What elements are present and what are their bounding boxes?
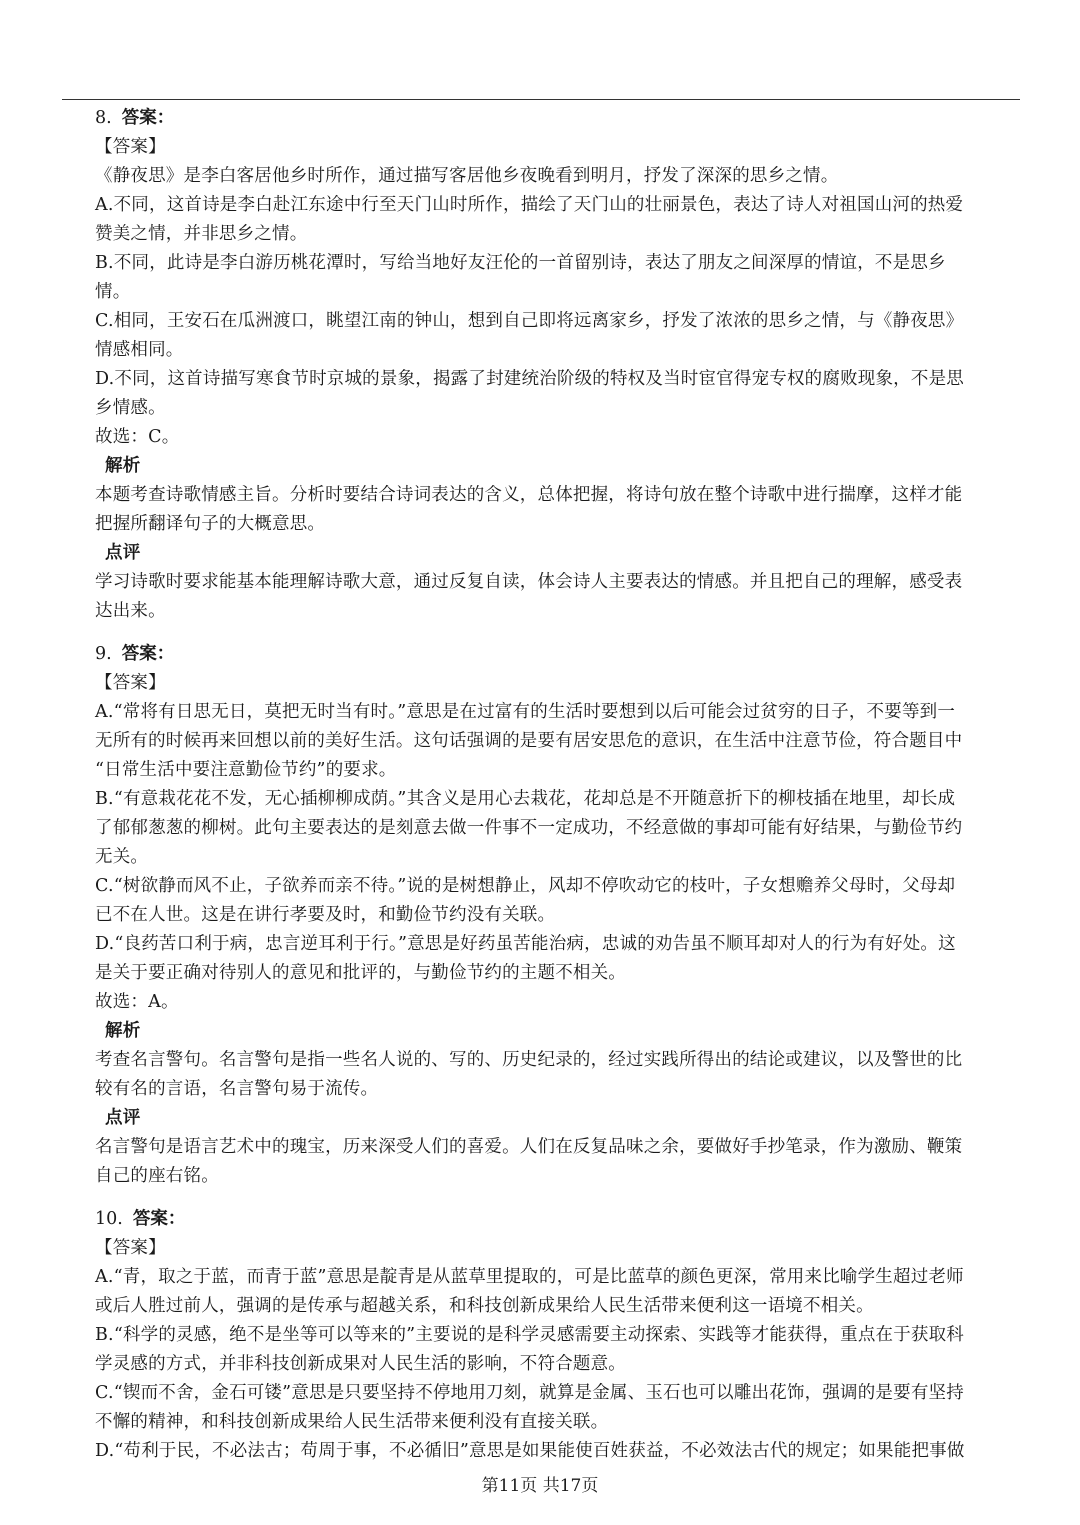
answer-line: 无所有的时候再来回想以前的美好生活。这句话强调的是要有居安思危的意识，在生活中注意节俭，符合题目中	[95, 731, 963, 751]
question-number: 8.	[95, 108, 112, 128]
question-10	[95, 1205, 1035, 1466]
answer-line: 《静夜思》是李白客居他乡时所作，通过描写客居他乡夜晚看到明月，抒发了深深的思乡之情。	[95, 166, 839, 186]
answer-line: 情。	[95, 282, 131, 302]
analysis-line: 把握所翻译句子的大概意思。	[95, 514, 326, 534]
answer-line: C.“树欲静而风不止，子欲养而亲不待。”说的是树想静止，风却不停吹动它的枝叶，子女想赡养父母时，父母却	[95, 876, 956, 896]
answer-line: 乡情感。	[95, 398, 166, 418]
page-content	[95, 104, 1035, 1466]
answer-label: 答案：	[132, 1209, 186, 1229]
question-header	[95, 104, 1035, 133]
analysis-line: 本题考查诗歌情感主旨。分析时要结合诗词表达的含义，总体把握，将诗句放在整个诗歌中进行揣摩，这样才能	[95, 485, 963, 505]
answer-tag: 【答案】	[95, 1238, 166, 1258]
comment-line: 自己的座右铭。	[95, 1166, 219, 1186]
answer-line: 情感相同。	[95, 340, 184, 360]
answer-tag: 【答案】	[95, 673, 166, 693]
answer-line: 是关于要正确对待别人的意见和批评的，与勤俭节约的主题不相关。	[95, 963, 626, 983]
question-9	[95, 640, 1035, 1191]
analysis-label: 解析	[105, 1021, 141, 1041]
answer-label: 答案：	[121, 108, 175, 128]
answer-line: A.不同，这首诗是李白赴江东途中行至天门山时所作，描绘了天门山的壮丽景色，表达了诗人对祖国山河的热爱	[95, 195, 964, 215]
answer-line: D.“苟利于民，不必法古；苟周于事，不必循旧”意思是如果能使百姓获益，不必效法古代的规定；如果能把事做	[95, 1441, 965, 1461]
answer-line: 已不在人世。这是在讲行孝要及时，和勤俭节约没有关联。	[95, 905, 556, 925]
page-footer: 第11页 共17页	[481, 1476, 599, 1496]
question-header	[95, 1205, 1035, 1234]
answer-tag: 【答案】	[95, 137, 166, 157]
answer-line: 无关。	[95, 847, 149, 867]
answer-line: C.“锲而不舍，金石可镂”意思是只要坚持不停地用刀刻，就算是金属、玉石也可以雕出花饰，强调的是要有坚持	[95, 1383, 964, 1403]
answer-line: 故选：C。	[95, 427, 180, 447]
question-number: 10.	[95, 1209, 123, 1229]
answer-line: 了郁郁葱葱的柳树。此句主要表达的是刻意去做一件事不一定成功，不经意做的事却可能有好结果，与勤俭节约	[95, 818, 963, 838]
question-header	[95, 640, 1035, 669]
answer-line: “日常生活中要注意勤俭节约”的要求。	[95, 760, 397, 780]
answer-line: 或后人胜过前人，强调的是传承与超越关系，和科技创新成果给人民生活带来便利这一语境不相关。	[95, 1296, 874, 1316]
comment-label: 点评	[105, 1108, 141, 1128]
answer-line: D.“良药苦口利于病，忠言逆耳利于行。”意思是好药虽苦能治病，忠诚的劝告虽不顺耳却对人的行为有好处。这	[95, 934, 956, 954]
answer-line: B.不同，此诗是李白游历桃花潭时，写给当地好友汪伦的一首留别诗，表达了朋友之间深厚的情谊，不是思乡	[95, 253, 946, 273]
answer-line: A.“常将有日思无日，莫把无时当有时。”意思是在过富有的生活时要想到以后可能会过贫穷的日子，不要等到一	[95, 702, 956, 722]
comment-label: 点评	[105, 543, 141, 563]
answer-line: A.“青，取之于蓝，而青于蓝”意思是靛青是从蓝草里提取的，可是比蓝草的颜色更深，常用来比喻学生超过老师	[95, 1267, 964, 1287]
answer-line: C.相同，王安石在瓜洲渡口，眺望江南的钟山，想到自己即将远离家乡，抒发了浓浓的思乡之情，与《静夜思》	[95, 311, 964, 331]
question-number: 9.	[95, 644, 112, 664]
answer-line: 学灵感的方式，并非科技创新成果对人民生活的影响，不符合题意。	[95, 1354, 626, 1374]
answer-label: 答案：	[121, 644, 175, 664]
answer-line: 不懈的精神，和科技创新成果给人民生活带来便利没有直接关联。	[95, 1412, 609, 1432]
comment-line: 学习诗歌时要求能基本能理解诗歌大意，通过反复自读，体会诗人主要表达的情感。并且把自己的理解，感受表	[95, 572, 963, 592]
answer-line: 故选：A。	[95, 992, 179, 1012]
comment-line: 名言警句是语言艺术中的瑰宝，历来深受人们的喜爱。人们在反复品味之余，要做好手抄笔录，作为激励、鞭策	[95, 1137, 963, 1157]
comment-line: 达出来。	[95, 601, 166, 621]
answer-line: B.“科学的灵感，绝不是坐等可以等来的”主要说的是科学灵感需要主动探索、实践等才能获得，重点在于获取科	[95, 1325, 965, 1345]
answer-line: D.不同，这首诗描写寒食节时京城的景象，揭露了封建统治阶级的特权及当时宦官得宠专权的腐败现象，不是思	[95, 369, 964, 389]
analysis-line: 考查名言警句。名言警句是指一些名人说的、写的、历史纪录的，经过实践所得出的结论或建议，以及警世的比	[95, 1050, 963, 1070]
analysis-label: 解析	[105, 456, 141, 476]
answer-line: 赞美之情，并非思乡之情。	[95, 224, 308, 244]
analysis-line: 较有名的言语，名言警句易于流传。	[95, 1079, 379, 1099]
question-8	[95, 104, 1035, 626]
answer-line: B.“有意栽花花不发，无心插柳柳成荫。”其含义是用心去栽花，花却总是不开随意折下的柳枝插在地里，却长成	[95, 789, 956, 809]
header-rule	[62, 99, 1020, 100]
